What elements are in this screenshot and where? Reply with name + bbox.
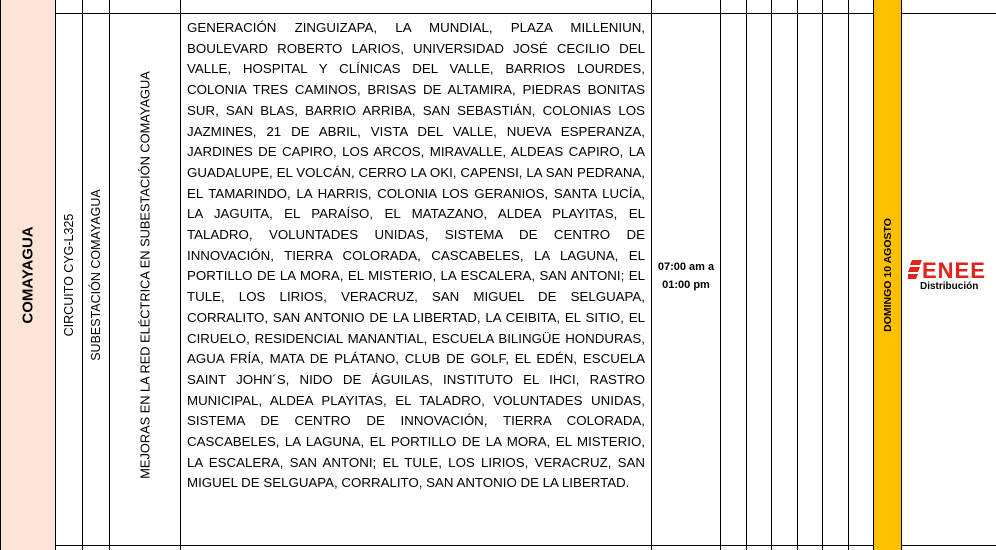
time-end: 01:00 pm: [662, 279, 710, 291]
enee-brand: ENEE: [922, 258, 986, 283]
empty-col-5: [823, 0, 849, 550]
enee-logo: [908, 256, 996, 292]
time-cell: [652, 0, 721, 550]
substation-label: SUBESTACIÓN COMAYAGUA: [89, 189, 103, 361]
empty-col-2: [747, 0, 772, 550]
time-text: [652, 258, 720, 294]
areas-cell: [181, 0, 652, 550]
day-cell: [874, 0, 902, 550]
work-label: MEJORAS EN LA RED ELÉCTRICA EN SUBESTACIÓN COMAYAGUA: [137, 71, 153, 479]
time-start: 07:00 am a: [657, 261, 715, 273]
enee-sub: Distribución: [920, 281, 979, 292]
region-label: COMAYAGUA: [19, 226, 37, 324]
day-label: DOMINGO 10 AGOSTO: [881, 218, 894, 332]
empty-col-1: [721, 0, 747, 550]
substation-cell: [83, 0, 110, 550]
empty-col-3: [772, 0, 798, 550]
empty-col-4: [798, 0, 823, 550]
empty-col-6: [849, 0, 874, 550]
circuit-cell: [56, 0, 83, 550]
work-cell: [110, 0, 181, 550]
region-cell: [0, 0, 56, 550]
areas-text: GENERACIÓN ZINGUIZAPA, LA MUNDIAL, PLAZA MILLENIUN, BOULEVARD ROBERTO LARIOS, UNIVERSIDAD JOSÉ CECILIO DEL VALLE, HOSPITAL Y CLÍNICAS DEL VALLE, BARRIOS LOURDES, COLONIA TRES CAMINOS, BRISAS DE ALTAMIRA, PIEDRAS BONITAS SUR, SAN BLAS, BARRIO ARRIBA, SAN SEBASTIÁN, COLONIAS LOS JAZMINES, 21 DE ABRIL, VISTA DEL VALLE, NUEVA ESPERANZA, JARDINES DE CAPIRO, LOS ARCOS, MIRAVALLE, ALDEAS CAPIRO, LA GUADALUPE, EL VOLCÁN, CERRO LA OKI, CAPENSI, LA SAN PEDRANA, EL TAMARINDO, LA HARRIS, COLONIA LOS GERANIOS, SANTA LUCÍA, LA JAGUITA, EL PARAÍSO, EL MATAZANO, ALDEA PLAYITAS, EL TALADRO, VOLUNTADES UNIDAS, SISTEMA DE CENTRO DE INNOVACIÓN, TIERRA COLORADA, CASCABELES, LA LAGUNA, EL PORTILLO DE LA MORA, EL MISTERIO, LA ESCALERA, SAN ANTONI; EL TULE, LOS LIRIOS, VERACRUZ, SAN MIGUEL DE SELGUAPA, CORRALITO, SAN ANTONIO DE LA LIBERTAD, LA CEIBITA, EL SITIO, EL CIRUELO, RESIDENCIAL MANANTIAL, ESCUELA BILINGÜE HONDURAS, AGUA FRÍA, MATA DE PLÁTANO, CLUB DE GOLF, EL EDÉN, ESCUELA SAINT JOHN´S, NIDO DE ÁGUILAS, INSTITUTO EL IHCI, RASTRO MUNICIPAL, ALDEA PLAYITAS, EL TALADRO, VOLUNTADES UNIDAS, SISTEMA DE CENTRO DE INNOVACIÓN, TIERRA COLORADA, CASCABELES, LA LAGUNA, EL PORTILLO DE LA MORA, EL MISTERIO, LA ESCALERA, SAN ANTONI; EL TULE, LOS LIRIOS, VERACRUZ, SAN MIGUEL DE SELGUAPA, CORRALITO, SAN ANTONIO DE LA LIBERTAD.: [187, 20, 645, 491]
circuit-label: CIRCUITO CYG-L325: [62, 213, 76, 337]
enee-logo-stripes: [908, 260, 922, 279]
